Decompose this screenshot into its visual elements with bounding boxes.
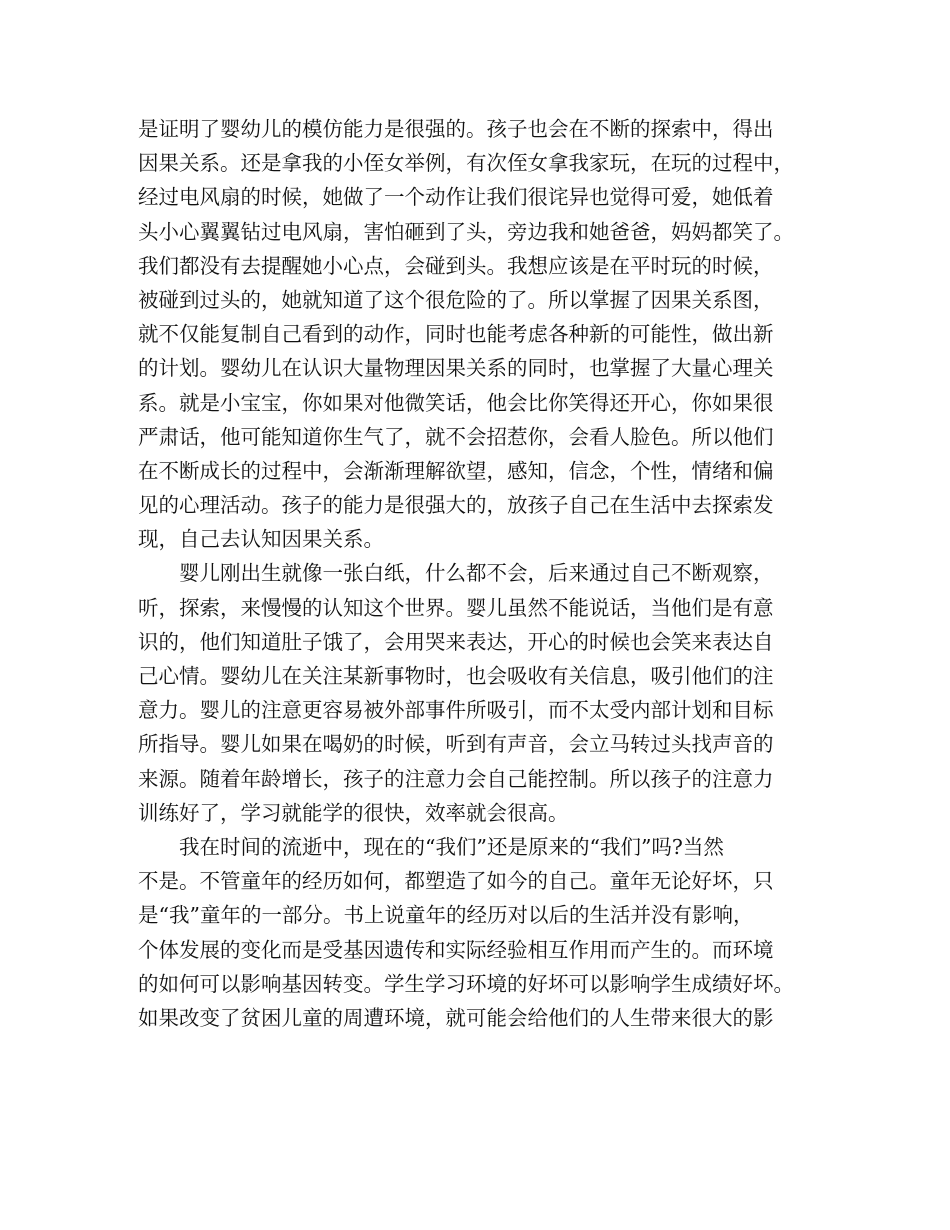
paragraph-start-line: 婴儿刚出生就像一张白纸，什么都不会，后来通过自己不断观察， bbox=[138, 561, 774, 586]
text-line: 就不仅能复制自己看到的动作，同时也能考虑各种新的可能性，做出新 bbox=[138, 322, 774, 347]
text-line: 我们都没有去提醒她小心点，会碰到头。我想应该是在平时玩的时候， bbox=[138, 253, 774, 278]
text-line: 意力。婴儿的注意更容易被外部事件所吸引，而不太受内部计划和目标 bbox=[138, 698, 774, 723]
text-line: 所指导。婴儿如果在喝奶的时候，听到有声音，会立马转过头找声音的 bbox=[138, 732, 774, 757]
text-line: 是证明了婴幼儿的模仿能力是很强的。孩子也会在不断的探索中，得出 bbox=[138, 117, 774, 141]
text-line: 的如何可以影响基因转变。学生学习环境的好坏可以影响学生成绩好坏。 bbox=[138, 971, 794, 996]
text-line: 的计划。婴幼儿在认识大量物理因果关系的同时，也掌握了大量心理关 bbox=[138, 356, 774, 381]
text-line: 己心情。婴幼儿在关注某新事物时，也会吸收有关信息，吸引他们的注 bbox=[138, 664, 774, 688]
text-line: 是“我”童年的一部分。书上说童年的经历对以后的生活并没有影响， bbox=[138, 903, 754, 928]
text-line: 如果改变了贫困儿童的周遭环境，就可能会给他们的人生带来很大的影 bbox=[138, 1005, 774, 1030]
text-line: 被碰到过头的，她就知道了这个很危险的了。所以掌握了因果关系图， bbox=[138, 287, 774, 312]
text-line: 头小心翼翼钻过电风扇，害怕砸到了头，旁边我和她爸爸，妈妈都笑了。 bbox=[138, 219, 794, 244]
text-line: 识的，他们知道肚子饿了，会用哭来表达，开心的时候也会笑来表达自 bbox=[138, 629, 774, 654]
text-line: 现，自己去认知因果关系。 bbox=[138, 527, 384, 552]
text-line: 严肃话，他可能知道你生气了，就不会招惹你，会看人脸色。所以他们 bbox=[138, 424, 774, 449]
text-line: 见的心理活动。孩子的能力是很强大的，放孩子自己在生活中去探索发 bbox=[138, 493, 774, 518]
text-line: 训练好了，学习就能学的很快，效率就会很高。 bbox=[138, 800, 569, 825]
text-line: 系。就是小宝宝，你如果对他微笑话，他会比你笑得还开心，你如果很 bbox=[138, 390, 774, 415]
paragraph-start-line: 我在时间的流逝中，现在的“我们”还是原来的“我们”吗?当然 bbox=[138, 834, 724, 859]
text-line: 经过电风扇的时候，她做了一个动作让我们很诧异也觉得可爱，她低着 bbox=[138, 185, 774, 210]
text-line: 听，探索，来慢慢的认知这个世界。婴儿虽然不能说话，当他们是有意 bbox=[138, 595, 774, 620]
text-line: 个体发展的变化而是受基因遗传和实际经验相互作用而产生的。而环境 bbox=[138, 937, 774, 962]
text-line: 来源。随着年龄增长，孩子的注意力会自己能控制。所以孩子的注意力 bbox=[138, 766, 774, 791]
text-line: 因果关系。还是拿我的小侄女举例，有次侄女拿我家玩，在玩的过程中， bbox=[138, 151, 794, 176]
text-line: 不是。不管童年的经历如何，都塑造了如今的自己。童年无论好坏，只 bbox=[138, 869, 774, 894]
body-text bbox=[138, 112, 828, 1035]
text-line: 在不断成长的过程中，会渐渐理解欲望，感知，信念，个性，情绪和偏 bbox=[138, 458, 774, 483]
